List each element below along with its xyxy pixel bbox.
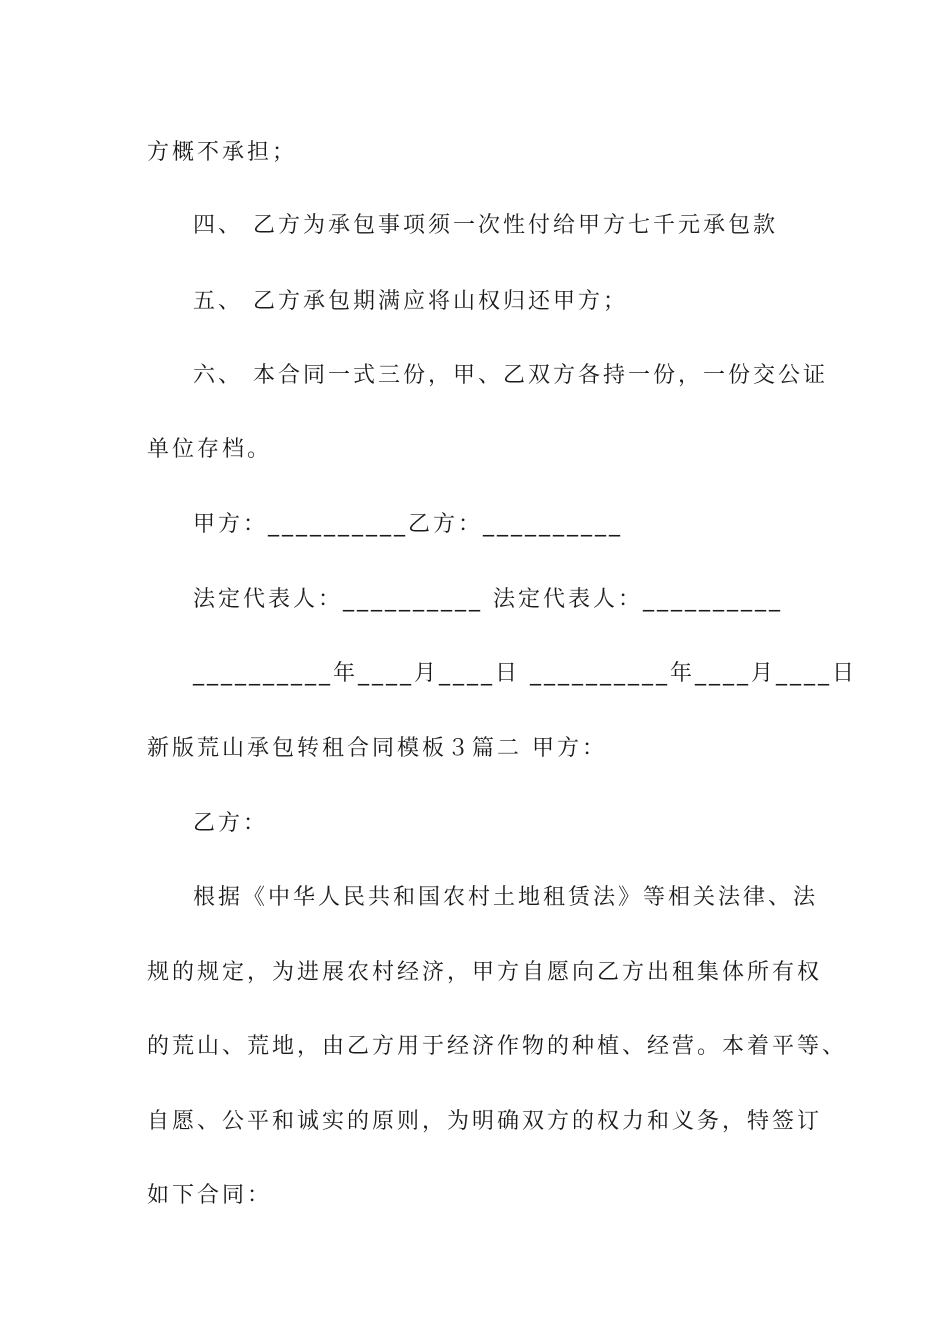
section-heading: 新版荒山承包转租合同模板３篇二 甲方：	[147, 736, 607, 761]
paragraph-line: 的荒山、荒地，由乙方用于经济作物的种植、经营。本着平等、	[147, 1034, 848, 1059]
text-line: 单位存档。	[147, 437, 273, 462]
paragraph-line: 如下合同：	[147, 1183, 273, 1208]
clause-four: 四、 乙方为承包事项须一次性付给甲方七千元承包款	[193, 213, 778, 238]
paragraph-line: 规的规定，为进展农村经济，甲方自愿向乙方出租集体所有权	[147, 960, 823, 985]
signature-party-line: 甲方：__________乙方：__________	[193, 512, 624, 537]
signature-representative-line: 法定代表人：__________ 法定代表人：__________	[193, 587, 783, 612]
text-line: 方概不承担；	[147, 140, 298, 165]
clause-six: 六、 本合同一式三份，甲、乙双方各持一份，一份交公证	[193, 363, 828, 388]
clause-five: 五、 乙方承包期满应将山权归还甲方；	[193, 289, 628, 314]
paragraph-line: 根据《中华人民共和国农村土地租赁法》等相关法律、法	[193, 885, 819, 910]
paragraph-line: 自愿、公平和诚实的原则，为明确双方的权力和义务，特签订	[147, 1109, 823, 1134]
signature-date-line: __________年____月____日 __________年____月____日	[193, 661, 857, 686]
party-b-label: 乙方：	[193, 811, 269, 836]
